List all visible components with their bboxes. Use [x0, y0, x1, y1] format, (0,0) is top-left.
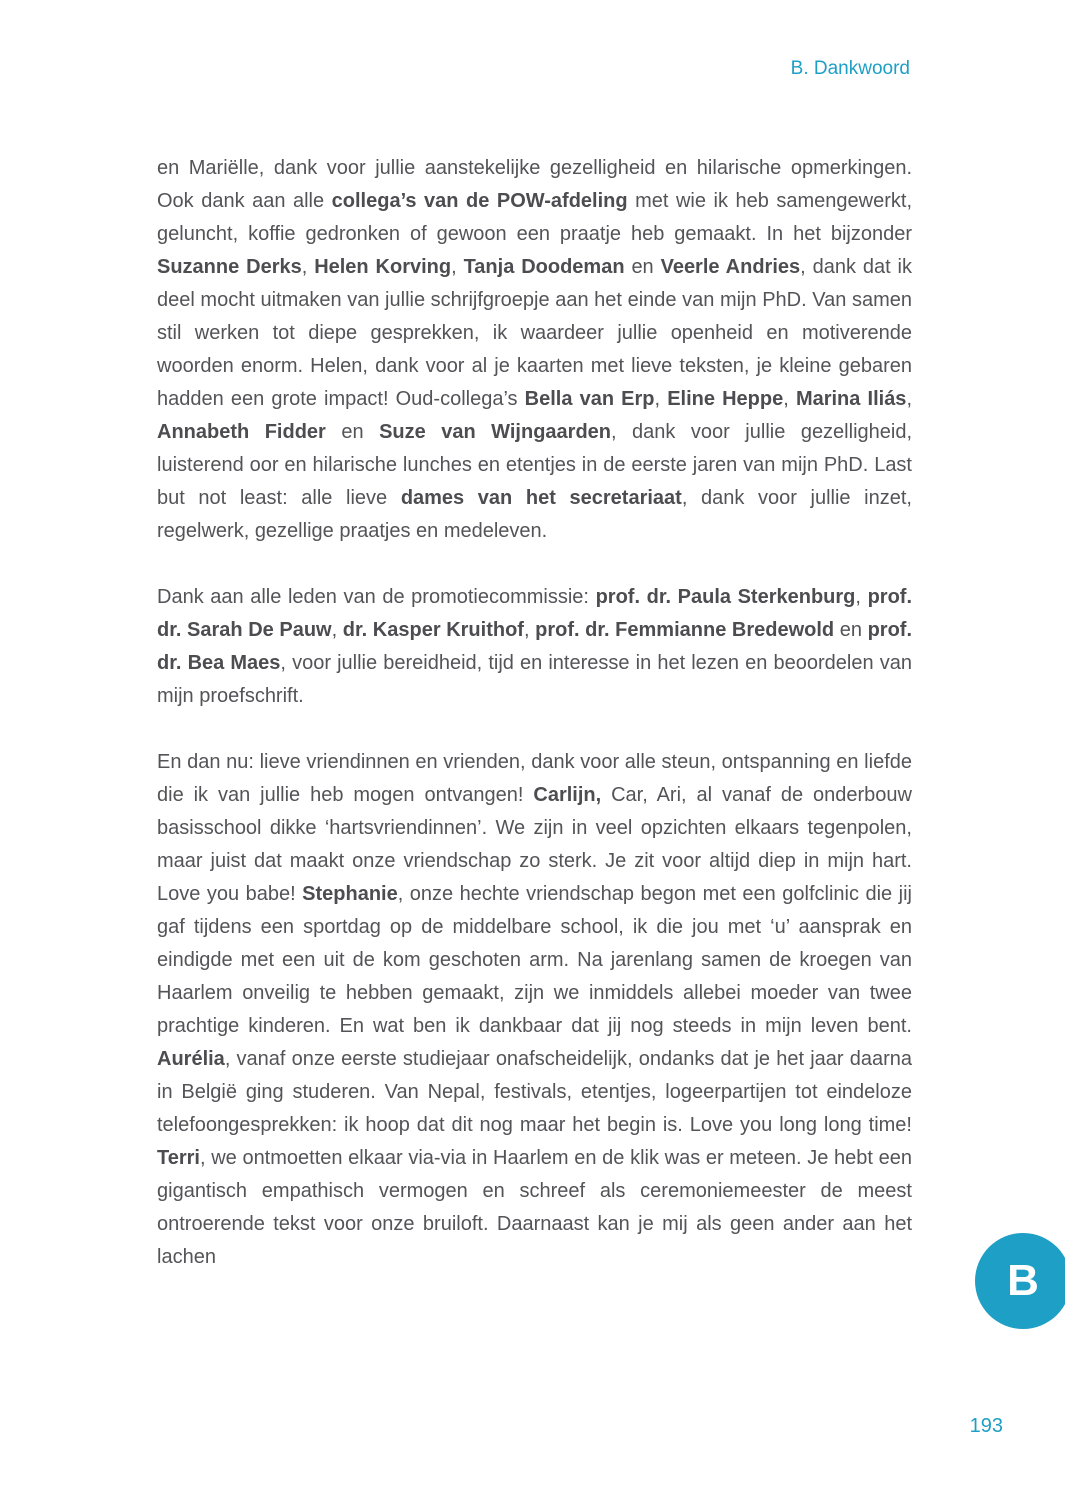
paragraph — [157, 746, 912, 1274]
bold-name-text: prof. dr. Paula Sterkenburg — [595, 586, 856, 608]
bold-name-text: Terri — [157, 1147, 200, 1169]
body-text-segment: , — [451, 256, 464, 278]
body-text-segment: , — [331, 619, 343, 641]
bold-name-text: dr. Kasper Kruithof — [342, 619, 524, 641]
bold-name-text: Veerle Andries — [660, 256, 801, 278]
body-text-segment: , onze hechte vriendschap begon met een golfclinic die jij gaf tijdens een sportdag op de middelbare school, ik die jou met ‘u’ aansprak en eindigde met een uit de kom geschoten arm. Na jarenlang samen de kroegen van Haarlem onveilig te hebben gemaakt, zijn we inmiddels allebei moeder van twee prachtige kinderen. En wat ben ik dankbaar dat jij nog steeds in mijn leven bent. — [157, 883, 912, 1037]
body-text-segment: , dank voor jullie inzet, regelwerk, gezellige praatjes en medeleven. — [157, 487, 912, 542]
bold-name-text: dames van het secretariaat — [400, 487, 682, 509]
body-text — [157, 152, 912, 1274]
bold-name-text: collega’s van de POW-afdeling — [331, 190, 628, 212]
body-text-segment: , dank voor jullie gezelligheid, luisterend oor en hilarische lunches en etentjes in de eerste jaren van mijn PhD. Last but not least: alle lieve — [157, 421, 913, 509]
body-text-segment: Car, Ari, al vanaf de onderbouw basisschool dikke ‘hartsvriendinnen’. We zijn in veel opzichten elkaars tegenpolen, maar juist dat maakt onze vriendschap zo sterk. Je zit voor altijd diep in mijn hart. Love you babe! — [157, 784, 912, 905]
bold-name-text: Suze van Wijngaarden — [379, 421, 612, 443]
body-text-segment: En dan nu: lieve vriendinnen en vrienden, dank voor alle steun, ontspanning en liefde die ik van jullie heb mogen ontvangen! — [157, 751, 912, 806]
page-number: 193 — [969, 1415, 1003, 1437]
bold-name-text: Stephanie — [302, 883, 398, 905]
body-text-segment: , vanaf onze eerste studiejaar onafscheidelijk, ondanks dat je het jaar daarna in België ging studeren. Van Nepal, festivals, etentjes, logeerpartijen tot eindeloze telefoongesprekken: ik hoop dat dit nog maar het begin is. Love you long long time! — [157, 1048, 912, 1136]
chapter-tab — [975, 1233, 1065, 1329]
paragraph — [157, 581, 912, 713]
bold-name-text: Bella van Erp — [524, 388, 655, 410]
bold-name-text: Carlijn, — [533, 784, 602, 806]
bold-name-text: Aurélia — [157, 1048, 225, 1070]
bold-name-text: prof. dr. Bea Maes — [157, 619, 913, 674]
body-text-segment: , — [783, 388, 796, 410]
bold-name-text: Suzanne Derks — [157, 256, 302, 278]
body-text-segment: , dank dat ik deel mocht uitmaken van jullie schrijfgroepje aan het einde van mijn PhD. Van samen stil werken tot diepe gesprekken, ik waardeer jullie openheid en motiverende woorden enorm. Helen, dank voor al je kaarten met lieve teksten, je kleine gebaren hadden een grote impact! Oud-collega’s — [157, 256, 912, 410]
chapter-tab-letter: B — [1007, 1256, 1039, 1305]
body-text-segment: , — [654, 388, 668, 410]
body-text-segment: en — [325, 421, 380, 443]
paragraph — [157, 152, 912, 548]
body-text-segment: en Mariëlle, dank voor jullie aanstekelijke gezelligheid en hilarische opmerkingen. Ook dank aan alle — [157, 157, 912, 212]
body-text-segment: en — [624, 256, 661, 278]
body-text-segment: , — [906, 388, 912, 410]
bold-name-text: Helen Korving — [314, 256, 452, 278]
bold-name-text: prof. dr. Sarah De Pauw — [157, 586, 912, 641]
body-text-segment: , — [523, 619, 536, 641]
bold-name-text: Tanja Doodeman — [463, 256, 625, 278]
body-text-segment: , we ontmoetten elkaar via-via in Haarlem en de klik was er meteen. Je hebt een gigantisch empathisch vermogen en schreef als ceremoniemeester de meest ontroerende tekst voor onze bruiloft. Daarnaast kan je mij als geen ander aan het lachen — [157, 1147, 912, 1268]
body-text-segment: met wie ik heb samengewerkt, geluncht, koffie gedronken of gewoon een praatje heb gemaakt. In het bijzonder — [157, 190, 912, 245]
body-text-segment: , — [855, 586, 868, 608]
running-header: B. Dankwoord — [790, 58, 910, 79]
bold-name-text: prof. dr. Femmianne Bredewold — [535, 619, 835, 641]
body-text-segment: , voor jullie bereidheid, tijd en interesse in het lezen en beoordelen van mijn proefschrift. — [157, 652, 912, 707]
bold-name-text: Marina Iliás — [795, 388, 907, 410]
bold-name-text: Annabeth Fidder — [157, 421, 326, 443]
body-text-segment: Dank aan alle leden van de promotiecommissie: — [157, 586, 596, 608]
bold-name-text: Eline Heppe — [667, 388, 784, 410]
body-text-segment: , — [301, 256, 315, 278]
body-text-segment: en — [834, 619, 868, 641]
